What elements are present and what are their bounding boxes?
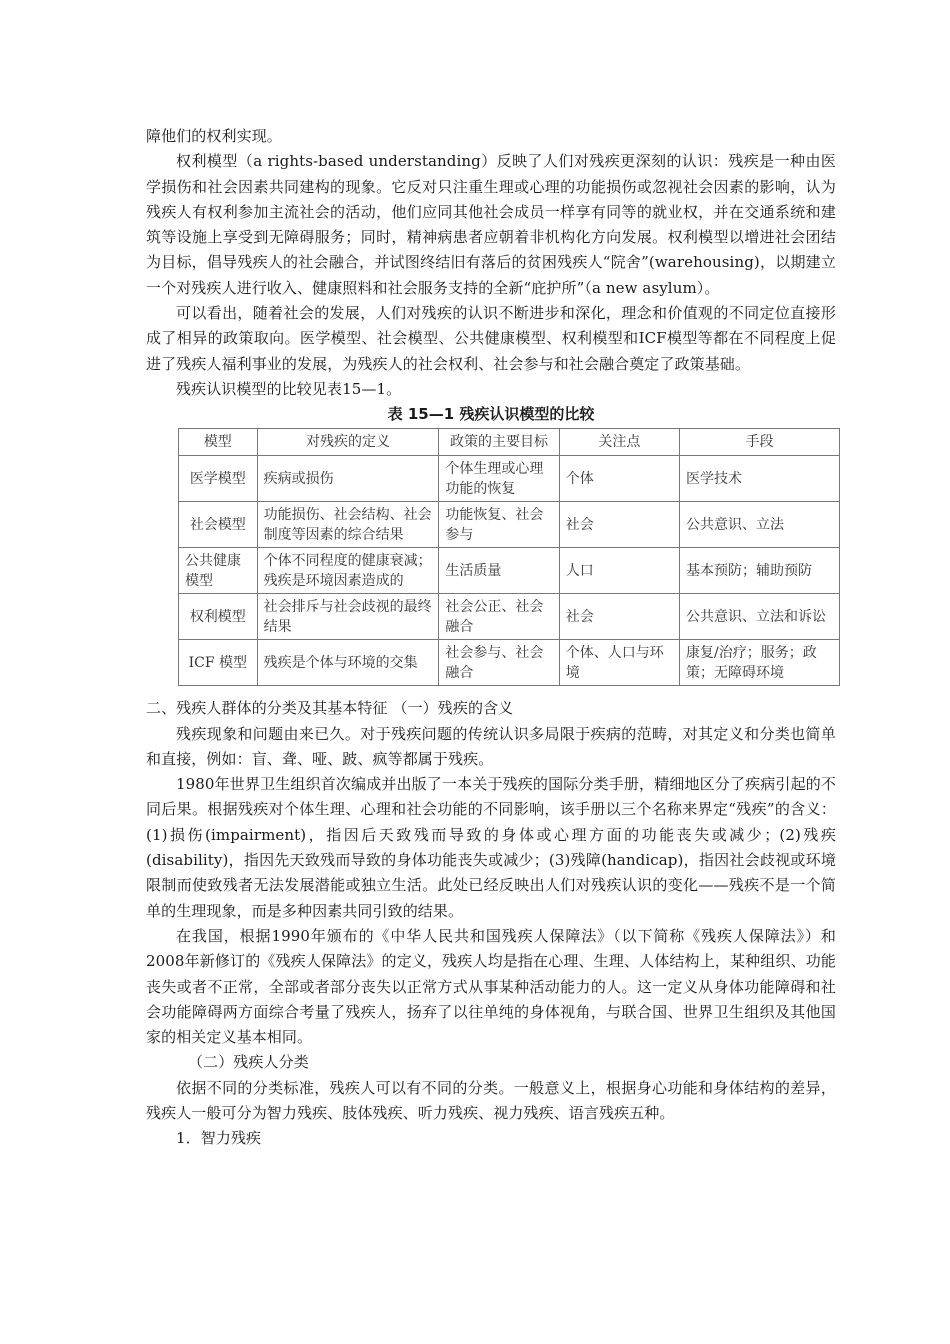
table-cell: 公共意识、立法和诉讼 <box>680 594 840 640</box>
table-cell: 社会排斥与社会歧视的最终结果 <box>257 594 439 640</box>
table-cell: 社会公正、社会融合 <box>439 594 559 640</box>
subsection-heading: 1．智力残疾 <box>176 1129 262 1148</box>
table-header-cell: 政策的主要目标 <box>439 429 559 456</box>
paragraph-summary: 可以看出，随着社会的发展，人们对残疾的认识不断进步和深化，理念和价值观的不同定位直接形成了相异的政策取向。医学模型、社会模型、公共健康模型、权利模型和ICF模型等都在不同程度上促进了残疾人福利事业的发展，为残疾人的社会权利、社会参与和社会融合奠定了政策基础。 <box>146 304 836 373</box>
paragraph-table-reference: 残疾认识模型的比较见表15—1。 <box>176 379 402 398</box>
table-cell: 个体、人口与环境 <box>559 640 679 686</box>
table-cell: 残疾是个体与环境的交集 <box>257 640 439 686</box>
table-cell: 基本预防；辅助预防 <box>680 548 840 594</box>
paragraph: 在我国，根据1990年颁布的《中华人民共和国残疾人保障法》（以下简称《残疾人保障法》）和2008年新修订的《残疾人保障法》的定义，残疾人均是指在心理、生理、人体结构上，某种组织、功能丧失或者不正常，全部或者部分丧失以正常方式从事某种活动能力的人。这一定义从身体功能障碍和社会功能障碍两方面综合考量了残疾人，扬弃了以往单纯的身体视角，与联合国、世界卫生组织及其他国家的相关定义基本相同。 <box>146 926 836 1047</box>
subsection-heading: （二）残疾人分类 <box>188 1053 309 1072</box>
table-title: 表 15—1 残疾认识模型的比较 <box>387 405 595 424</box>
document-page <box>146 124 836 1152</box>
paragraph-rights-model: 权利模型（a rights-based understanding）反映了人们对残疾更深刻的认识：残疾是一种由医学损伤和社会因素共同建构的现象。它反对只注重生理或心理的功能损伤或忽视社会因素的影响，认为残疾人有权利参加主流社会的活动，他们应同其他社会成员一样享有同等的就业权，并在交通系统和建筑等设施上享受到无障碍服务；同时，精神病患者应朝着非机构化方向发展。权利模型以增进社会团结为目标，倡导残疾人的社会融合，并试图终结旧有落后的贫困残疾人“院舍”(warehousing)，以期建立一个对残疾人进行收入、健康照料和社会服务支持的全新“庇护所”（a new asylum）。 <box>146 152 836 297</box>
table-header-cell: 手段 <box>680 429 840 456</box>
table-cell: 个体生理或心理功能的恢复 <box>439 456 559 502</box>
table-header-cell: 关注点 <box>559 429 679 456</box>
table-row <box>179 456 840 502</box>
paragraph: 依据不同的分类标准，残疾人可以有不同的分类。一般意义上，根据身心功能和身体结构的差异，残疾人一般可分为智力残疾、肢体残疾、听力残疾、视力残疾、语言残疾五种。 <box>146 1078 836 1123</box>
table-header-row <box>179 429 840 456</box>
table-row <box>179 594 840 640</box>
table-cell: ICF 模型 <box>179 640 258 686</box>
paragraph-continuation: 障他们的权利实现。 <box>146 127 282 145</box>
table-cell: 人口 <box>559 548 679 594</box>
table-cell: 社会模型 <box>179 502 258 548</box>
table-cell: 权利模型 <box>179 594 258 640</box>
table-cell: 公共健康模型 <box>179 548 258 594</box>
table-cell: 功能损伤、社会结构、社会制度等因素的综合结果 <box>257 502 439 548</box>
table-cell: 康复/治疗；服务；政策；无障碍环境 <box>680 640 840 686</box>
table-cell: 疾病或损伤 <box>257 456 439 502</box>
paragraph: 残疾现象和问题由来已久。对于残疾问题的传统认识多局限于疾病的范畴，对其定义和分类也简单和直接，例如：盲、聋、哑、跛、疯等都属于残疾。 <box>146 724 836 768</box>
table-cell: 功能恢复、社会参与 <box>439 502 559 548</box>
table-cell: 生活质量 <box>439 548 559 594</box>
table-cell: 社会 <box>559 594 679 640</box>
table-row <box>179 640 840 686</box>
table-header-cell: 模型 <box>179 429 258 456</box>
table-cell: 社会 <box>559 502 679 548</box>
table-cell: 医学模型 <box>179 456 258 502</box>
table-row <box>179 548 840 594</box>
table-cell: 个体 <box>559 456 679 502</box>
table-cell: 个体不同程度的健康衰减；残疾是环境因素造成的 <box>257 548 439 594</box>
section-heading: 二、残疾人群体的分类及其基本特征 （一）残疾的含义 <box>146 699 514 718</box>
table-cell: 医学技术 <box>680 456 840 502</box>
table-row <box>179 502 840 548</box>
comparison-table <box>178 428 840 686</box>
paragraph: 1980年世界卫生组织首次编成并出版了一本关于残疾的国际分类手册，精细地区分了疾病引起的不同后果。根据残疾对个体生理、心理和社会功能的不同影响，该手册以三个名称来界定“残疾”的含义：(1)损伤(impairment)，指因后天致残而导致的身体或心理方面的功能丧失或减少；(2)残疾(disability)，指因先天致残而导致的身体功能丧失或减少；(3)残障(handicap)，指因社会歧视或环境限制而使致残者无法发展潜能或独立生活。此处已经反映出人们对残疾认识的变化——残疾不是一个简单的生理现象，而是多种因素共同引致的结果。 <box>146 775 836 920</box>
table-cell: 社会参与、社会融合 <box>439 640 559 686</box>
table-cell: 公共意识、立法 <box>680 502 840 548</box>
table-header-cell: 对残疾的定义 <box>257 429 439 456</box>
